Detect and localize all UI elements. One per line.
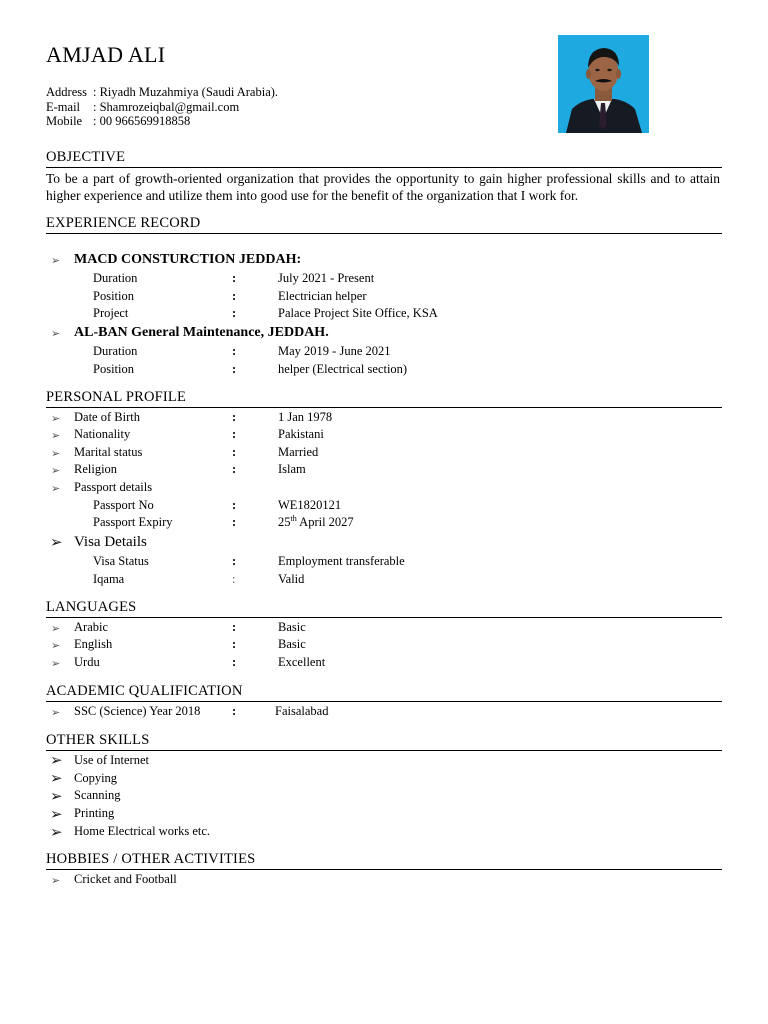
skill-item: Copying — [74, 771, 118, 785]
bullet-arrow-icon: ➢ — [51, 623, 61, 635]
bullet-arrow-icon: ➢ — [50, 753, 63, 769]
personal-label: Religion — [74, 462, 118, 476]
academic-qualification: SSC (Science) Year 2018 — [74, 704, 201, 718]
bullet-arrow-icon: ➢ — [51, 875, 61, 887]
language-name: Urdu — [74, 655, 100, 669]
bullet-arrow-icon: ➢ — [50, 535, 63, 551]
personal-value: Islam — [278, 462, 306, 476]
experience-divider — [46, 233, 722, 234]
bullet-arrow-icon: ➢ — [51, 430, 61, 442]
academic-heading: ACADEMIC QUALIFICATION — [46, 683, 243, 699]
language-level: Basic — [278, 620, 306, 634]
company-name: AL-BAN General Maintenance, JEDDAH. — [74, 325, 329, 340]
bullet-arrow-icon: ➢ — [51, 640, 61, 652]
colon-separator: : — [232, 445, 237, 459]
experience-label: Position — [93, 362, 134, 376]
experience-label: Position — [93, 289, 134, 303]
expiry-rest: April 2027 — [296, 515, 354, 529]
contact-block — [46, 85, 278, 129]
colon-separator: : — [232, 289, 237, 303]
mobile-label: Mobile — [46, 114, 83, 128]
bullet-arrow-icon: ➢ — [51, 707, 61, 719]
personal-label: Marital status — [74, 445, 143, 459]
experience-value: July 2021 - Present — [278, 271, 375, 285]
hobbies-heading: HOBBIES / OTHER ACTIVITIES — [46, 851, 256, 867]
experience-value: Electrician helper — [278, 289, 367, 303]
academic-divider — [46, 701, 722, 702]
colon-separator: : — [232, 655, 237, 669]
colon-separator: : — [232, 462, 237, 476]
language-name: Arabic — [74, 620, 109, 634]
hobbies-divider — [46, 869, 722, 870]
passport-expiry-label: Passport Expiry — [93, 515, 173, 529]
candidate-name: AMJAD ALI — [46, 42, 166, 67]
personal-label: Nationality — [74, 427, 131, 441]
company-name: MACD CONSTURCTION JEDDAH: — [74, 252, 302, 267]
passport-expiry-value — [278, 515, 354, 530]
email-value: : Shamrozeiqbal@gmail.com — [93, 99, 240, 114]
expiry-ordinal: th — [290, 513, 297, 523]
objective-divider — [46, 167, 722, 168]
colon-separator: : — [232, 427, 237, 441]
personal-heading: PERSONAL PROFILE — [46, 389, 187, 405]
colon-separator: : — [232, 704, 237, 718]
objective-text: To be a part of growth-oriented organization that provides the opportunity to gain higher professional skills and to attain higher experience and utilize them into good use for the benefit of the organization that I work for. — [46, 171, 720, 203]
profile-photo-drawing — [558, 35, 649, 133]
bullet-arrow-icon: ➢ — [50, 771, 63, 787]
mobile-row — [46, 114, 278, 129]
experience-heading: EXPERIENCE RECORD — [46, 215, 201, 231]
visa-label: Iqama — [93, 572, 125, 586]
skill-item: Use of Internet — [74, 753, 149, 767]
colon-separator: : — [232, 554, 237, 568]
language-name: English — [74, 637, 113, 651]
skills-divider — [46, 750, 722, 751]
languages-divider — [46, 617, 722, 618]
mobile-value: : 00 966569918858 — [93, 114, 191, 128]
address-row — [46, 85, 278, 100]
experience-label: Project — [93, 306, 129, 320]
skill-item: Scanning — [74, 788, 121, 802]
visa-value: Valid — [278, 572, 305, 586]
colon-separator: : — [232, 271, 237, 285]
bullet-arrow-icon: ➢ — [51, 483, 61, 495]
bullet-arrow-icon: ➢ — [51, 658, 61, 670]
email-row — [46, 100, 278, 115]
language-level: Excellent — [278, 655, 326, 669]
academic-place: Faisalabad — [275, 704, 329, 718]
bullet-arrow-icon: ➢ — [50, 825, 63, 841]
skill-item: Home Electrical works etc. — [74, 824, 211, 838]
colon-separator: : — [232, 362, 237, 376]
personal-label: Date of Birth — [74, 410, 140, 424]
experience-value: helper (Electrical section) — [278, 362, 408, 376]
skill-item: Printing — [74, 806, 115, 820]
bullet-arrow-icon: ➢ — [51, 328, 61, 340]
visa-label: Visa Status — [93, 554, 149, 568]
colon-separator: : — [232, 410, 237, 424]
address-label: Address — [46, 85, 87, 99]
visa-heading: Visa Details — [74, 534, 147, 550]
bullet-arrow-icon: ➢ — [51, 448, 61, 460]
bullet-arrow-icon: ➢ — [50, 807, 63, 823]
personal-value: Pakistani — [278, 427, 324, 441]
colon-separator: : — [232, 344, 237, 358]
colon-separator: : — [232, 498, 237, 512]
experience-value: Palace Project Site Office, KSA — [278, 306, 438, 320]
language-level: Basic — [278, 637, 306, 651]
hobby-item: Cricket and Football — [74, 872, 177, 886]
visa-value: Employment transferable — [278, 554, 405, 568]
colon-separator: : — [232, 620, 237, 634]
bullet-arrow-icon: ➢ — [51, 413, 61, 425]
colon-separator: : — [232, 306, 237, 320]
bullet-arrow-icon: ➢ — [51, 465, 61, 477]
passport-value: WE1820121 — [278, 498, 342, 512]
personal-divider — [46, 407, 722, 408]
colon-separator: : — [232, 637, 237, 651]
experience-value: May 2019 - June 2021 — [278, 344, 391, 358]
bullet-arrow-icon: ➢ — [50, 789, 63, 805]
passport-heading: Passport details — [74, 480, 153, 494]
personal-value: Married — [278, 445, 319, 459]
colon-separator: : — [232, 572, 236, 586]
profile-photo — [558, 35, 649, 133]
email-label: E-mail — [46, 99, 81, 114]
bullet-arrow-icon: ➢ — [51, 255, 61, 267]
languages-heading: LANGUAGES — [46, 599, 137, 615]
skills-heading: OTHER SKILLS — [46, 732, 150, 748]
passport-label: Passport No — [93, 498, 154, 512]
colon-separator: : — [232, 515, 237, 529]
objective-heading: OBJECTIVE — [46, 149, 126, 165]
address-value: : Riyadh Muzahmiya (Saudi Arabia). — [93, 85, 279, 99]
expiry-day: 25 — [278, 515, 291, 529]
experience-label: Duration — [93, 271, 138, 285]
experience-label: Duration — [93, 344, 138, 358]
personal-value: 1 Jan 1978 — [278, 410, 333, 424]
